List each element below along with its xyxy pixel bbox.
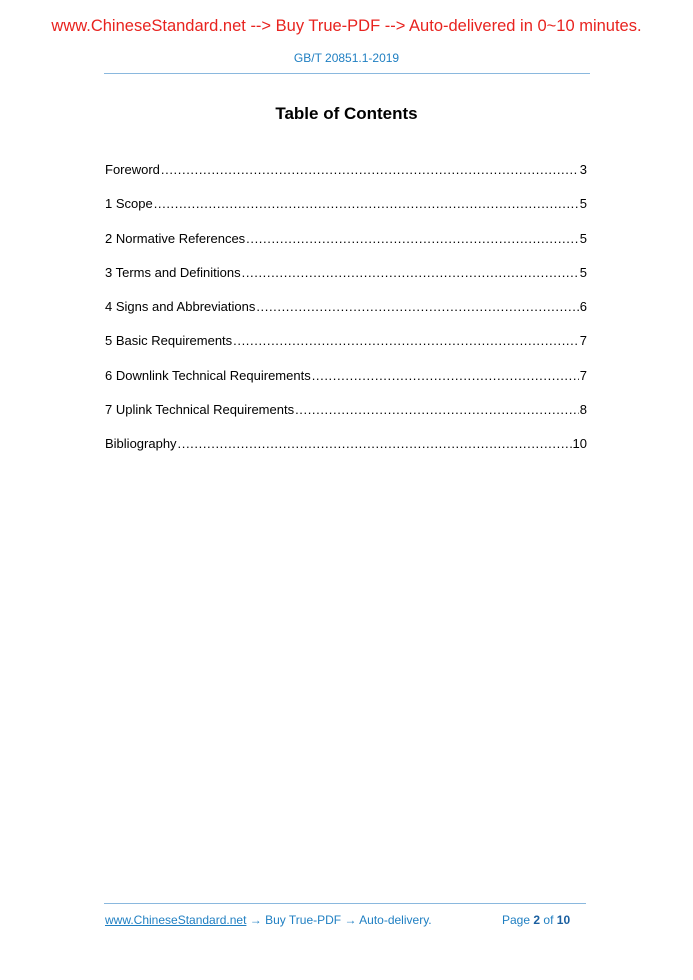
footer-delivery-text: Auto-delivery. — [359, 913, 432, 927]
dot-leader — [256, 299, 578, 315]
toc-entry-page: 8 — [579, 402, 587, 418]
document-code: GB/T 20851.1-2019 — [293, 51, 400, 65]
toc-list — [105, 162, 587, 471]
footer-site-link[interactable]: www.ChineseStandard.net — [105, 913, 247, 927]
toc-entry-page: 3 — [579, 162, 587, 177]
current-page-number: 2 — [533, 913, 541, 927]
toc-entry-terms-definitions[interactable] — [105, 265, 587, 299]
dot-leader — [242, 265, 579, 281]
arrow-icon: → — [249, 913, 262, 927]
of-word: of — [543, 913, 554, 927]
toc-entry-basic-requirements[interactable] — [105, 333, 587, 367]
toc-entry-label: Foreword — [105, 162, 160, 177]
page-indicator — [502, 913, 570, 927]
toc-entry-foreword[interactable] — [105, 162, 587, 196]
header-divider — [104, 73, 590, 74]
footer-buy-text: Buy True-PDF — [265, 913, 342, 927]
toc-entry-page: 7 — [579, 367, 587, 383]
toc-entry-label: 2 Normative References — [105, 230, 246, 246]
dot-leader — [246, 231, 579, 247]
toc-entry-page: 7 — [579, 333, 587, 349]
toc-entry-normative-references[interactable] — [105, 231, 587, 265]
total-pages-number: 10 — [556, 913, 571, 927]
toc-entry-page: 10 — [572, 436, 587, 452]
toc-entry-page: 6 — [579, 299, 587, 315]
dot-leader — [312, 368, 579, 384]
toc-entry-label: 5 Basic Requirements — [105, 333, 233, 349]
footer-promo — [105, 913, 432, 927]
toc-entry-downlink-requirements[interactable] — [105, 368, 587, 402]
toc-entry-label: 3 Terms and Definitions — [105, 264, 241, 280]
dot-leader — [161, 162, 579, 178]
dot-leader — [178, 436, 572, 452]
toc-entry-label: 6 Downlink Technical Requirements — [105, 367, 311, 383]
toc-title: Table of Contents — [275, 104, 418, 123]
page-word: Page — [502, 913, 531, 927]
promo-banner[interactable]: www.ChineseStandard.net --> Buy True-PDF --> Auto-delivered in 0~10 minutes. — [51, 17, 642, 35]
dot-leader — [154, 196, 579, 212]
toc-entry-page: 5 — [579, 264, 587, 280]
toc-entry-label: 7 Uplink Technical Requirements — [105, 402, 295, 418]
toc-entry-uplink-requirements[interactable] — [105, 402, 587, 436]
toc-entry-label: 1 Scope — [105, 196, 153, 212]
dot-leader — [295, 402, 579, 418]
toc-entry-label: 4 Signs and Abbreviations — [105, 299, 256, 315]
toc-entry-signs-abbreviations[interactable] — [105, 299, 587, 333]
toc-entry-label: Bibliography — [105, 436, 177, 452]
toc-entry-bibliography[interactable] — [105, 436, 587, 470]
toc-entry-scope[interactable] — [105, 196, 587, 230]
arrow-icon: → — [344, 913, 357, 927]
dot-leader — [233, 333, 579, 349]
toc-entry-page: 5 — [579, 230, 587, 246]
toc-entry-page: 5 — [579, 196, 587, 212]
footer-divider — [104, 903, 586, 904]
